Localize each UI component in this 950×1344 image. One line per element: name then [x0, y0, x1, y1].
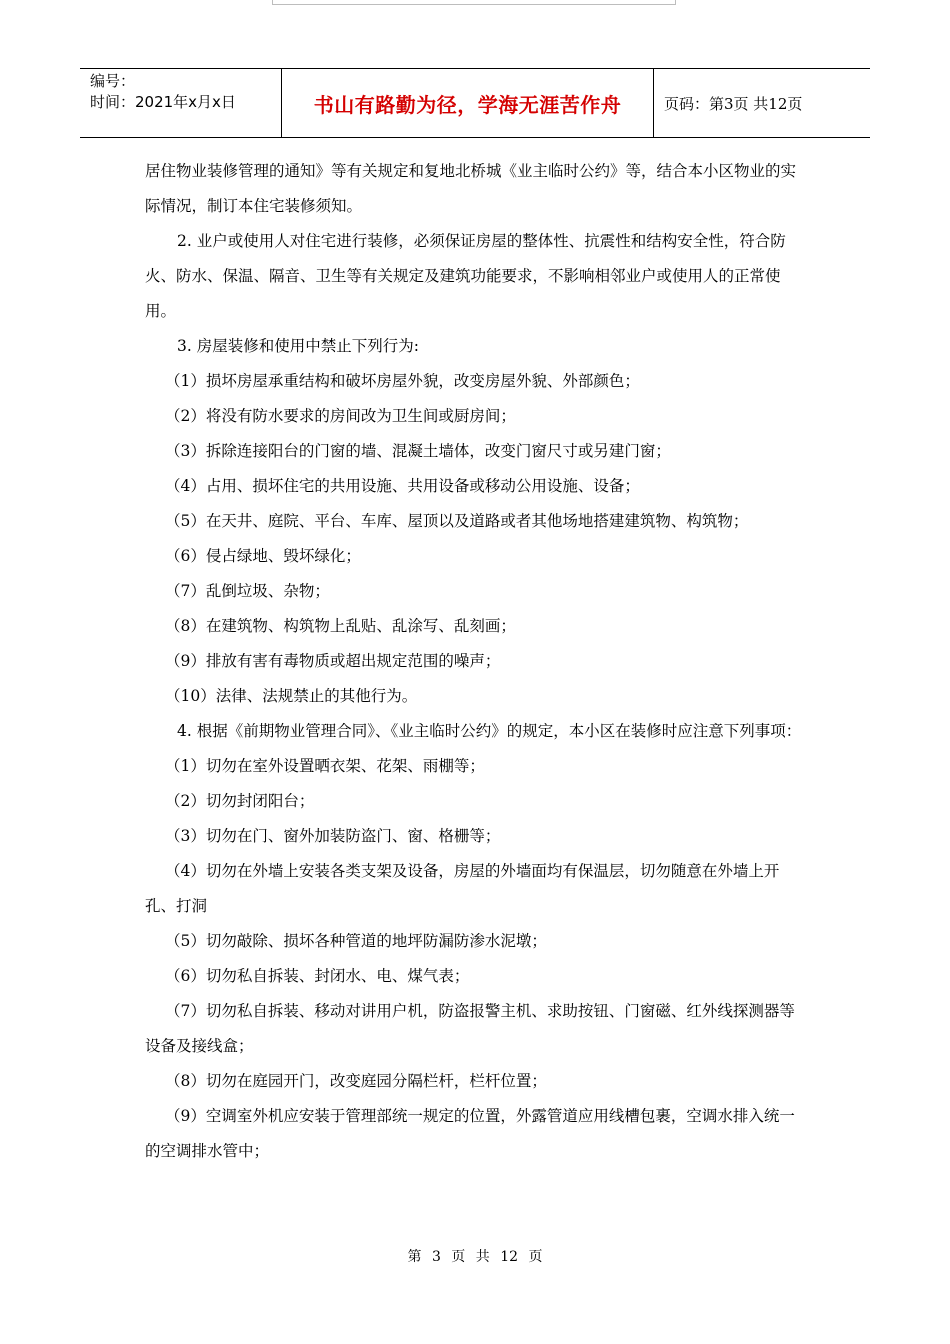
list-item: （8）在建筑物、构筑物上乱贴、乱涂写、乱刻画；	[165, 617, 516, 635]
list-item: （9）排放有害有毒物质或超出规定范围的噪声；	[165, 652, 501, 670]
list-item-text: （9）空调室外机应安装于管理部统一规定的位置，	[165, 1107, 516, 1125]
list-item: （2）将没有防水要求的房间改为卫生间或厨房间；	[165, 407, 516, 425]
list-item: （5）在天井、庭院、平台、车库、屋顶以及道路或者其他场地搭建建筑物、构筑物；	[165, 512, 749, 530]
list-item: （7）切勿私自拆装、移动对讲用户机，防盗报警主机、求助按钮、门窗磁、红外线探测器等设备及接线盒；	[145, 1002, 795, 1055]
document-number-label: 编号：	[90, 72, 136, 90]
header-page-info: 页码：第3页 共12页	[664, 94, 803, 113]
paragraph: 3. 房屋装修和使用中禁止下列行为:	[177, 337, 419, 355]
header-meta	[80, 69, 282, 137]
highlight-text: 房屋的外墙面均有保温层，	[453, 862, 640, 880]
list-item	[145, 1099, 810, 1169]
page-footer: 第 3 页 共 12 页	[407, 1249, 543, 1265]
list-item: （4）占用、损坏住宅的共用设施、共用设备或移动公用设施、设备；	[165, 477, 640, 495]
list-item: （5）切勿敲除、损坏各种管道的地坪防漏防渗水泥墩；	[165, 932, 547, 950]
page-header	[80, 68, 870, 138]
list-item-text: 切勿随意在外墙上开孔、打洞	[145, 862, 780, 915]
header-slogan: 书山有路勤为径，学海无涯苦作舟	[282, 69, 654, 137]
document-body	[145, 154, 810, 1169]
paragraph: 2. 业户或使用人对住宅进行装修，必须保证房屋的整体性、抗震性和结构安全性，符合防火、防水、保温、隔音、卫生等有关规定及建筑功能要求，不影响相邻业户或使用人的正常使用。	[145, 232, 786, 320]
list-item: （6）侵占绿地、毁坏绿化；	[165, 547, 361, 565]
list-item: （1）损坏房屋承重结构和破坏房屋外貌，改变房屋外貌、外部颜色；	[165, 372, 640, 390]
list-item	[145, 854, 810, 924]
paragraph: 4. 根据《前期物业管理合同》、《业主临时公约》的规定，本小区在装修时应注意下列事项：	[177, 722, 802, 740]
list-item: （10）法律、法规禁止的其他行为。	[165, 687, 418, 705]
list-item: （3）拆除连接阳台的门窗的墙、混凝土墙体，改变门窗尺寸或另建门窗；	[165, 442, 671, 460]
list-item: （1）切勿在室外设置晒衣架、花架、雨棚等；	[165, 757, 485, 775]
top-frame	[272, 0, 676, 5]
list-item: （6）切勿私自拆装、封闭水、电、煤气表；	[165, 967, 470, 985]
paragraph: 居住物业装修管理的通知》等有关规定和复地北桥城《业主临时公约》等，结合本小区物业的实际情况，制订本住宅装修须知。	[145, 162, 797, 215]
list-item: （8）切勿在庭园开门，改变庭园分隔栏杆，栏杆位置；	[165, 1072, 547, 1090]
list-item: （2）切勿封闭阳台；	[165, 792, 315, 810]
highlight-text: 外露管道应用线槽包裹，空调水排入统一的空调排水管中；	[145, 1107, 795, 1160]
list-item-text: （4）切勿在外墙上安装各类支架及设备，	[165, 862, 454, 880]
document-date: 时间：2021年x月x日	[90, 93, 236, 111]
list-item: （7）乱倒垃圾、杂物；	[165, 582, 330, 600]
list-item: （3）切勿在门、窗外加装防盗门、窗、格栅等；	[165, 827, 501, 845]
